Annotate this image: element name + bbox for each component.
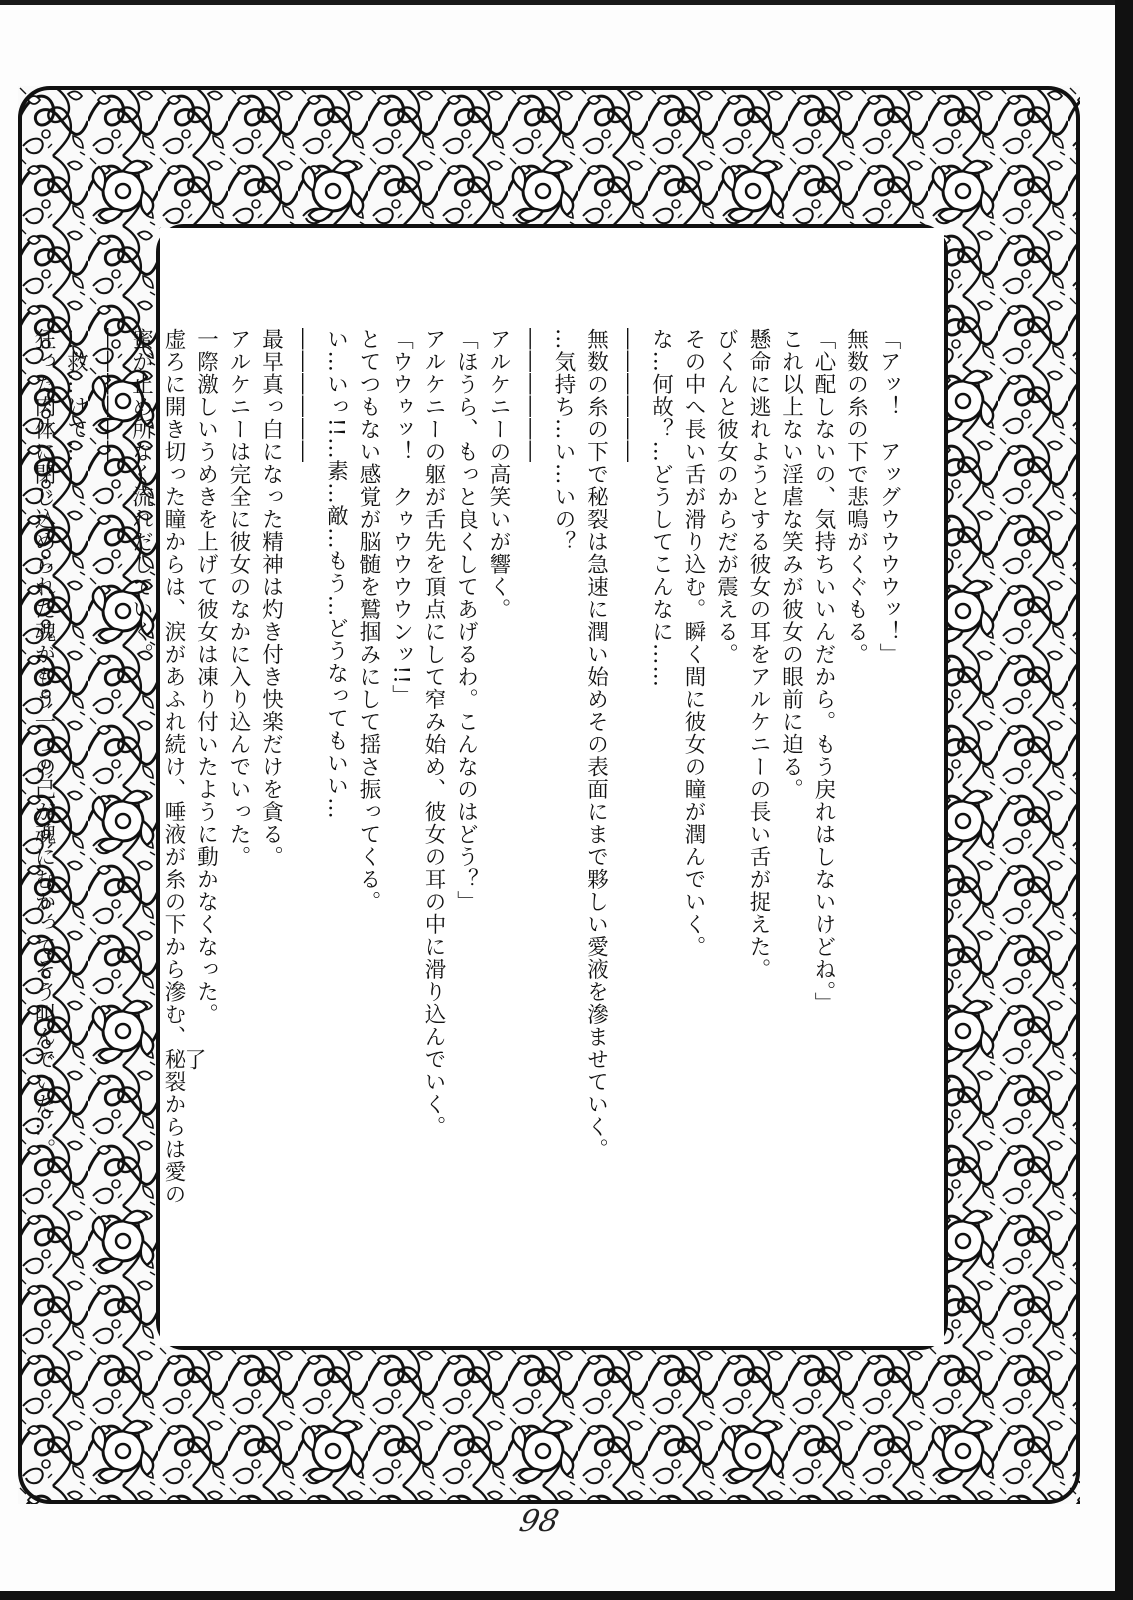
story-line: 虚ろに開き切った瞳からは、涙があふれ続け、唾液が糸の下から滲む、秘裂からは愛の xyxy=(161,328,186,1206)
story-line: アルケニーの躯が舌先を頂点にして窄み始め、彼女の耳の中に滑り込んでいく。 xyxy=(421,328,446,1138)
story-line: アルケニーは完全に彼女のなかに入り込んでいった。 xyxy=(226,328,251,868)
dash-line: ―――――― xyxy=(616,328,641,463)
story-line: とてつもない感覚が脳髄を鷲掴みにして揺さ振ってくる。 xyxy=(356,328,381,913)
page-number: 98 xyxy=(516,1504,562,1539)
story-line: 最早真っ白になった精神は灼き付き快楽だけを貪る。 xyxy=(258,328,284,868)
story-line: …気持ち…い…いの？ xyxy=(551,328,576,553)
story-line: 「心配しないの、気持ちいいんだから。もう戻れはしないけどね。」 xyxy=(811,328,836,1015)
story-line: 蜜が止め所なく流れだしていく。 xyxy=(128,328,154,666)
dash-line: ―――――― xyxy=(291,328,316,463)
dash-line: ―――――― xyxy=(96,328,121,463)
story-line: アルケニーの高笑いが響く。 xyxy=(486,328,511,621)
story-line: 「ウウゥッ！ クゥウウウウンッ!!」 xyxy=(388,328,414,708)
scan-edge-bottom xyxy=(0,1591,1133,1600)
scan-edge-top xyxy=(0,0,1133,5)
scan-edge-right xyxy=(1115,0,1133,1600)
story-line: その中へ長い舌が滑り込む。瞬く間に彼女の瞳が潤んでいく。 xyxy=(681,328,706,958)
story-line: 懸命に逃れようとする彼女の耳をアルケニーの長い舌が捉えた。 xyxy=(746,328,771,981)
story-line: 狂った肉体に閉じ込められた魂がもう一つの己が魂にむかってそう叫んでいた…。 xyxy=(31,328,56,1161)
story-line: …救…けて… xyxy=(63,328,89,463)
story-line: 「アッ！ アッグウウウウッ！」 xyxy=(876,328,901,666)
story-line: な…何故？…どうしてこんなに…… xyxy=(648,328,674,688)
story-line: 「ほうら、もっと良くしてあげるわ。こんなのはどう？」 xyxy=(453,328,479,913)
text-panel xyxy=(31,228,944,1346)
story-line: 一際激しいうめきを上げて彼女は凍り付いたように動かなくなった。 xyxy=(193,328,219,1026)
story-line: これ以上ない淫虐な笑みが彼女の眼前に迫る。 xyxy=(778,328,804,801)
dash-line: ―――――― xyxy=(518,328,544,463)
story-line: い…いっ!!…素…敵…もう…どうなってもいい… xyxy=(323,328,349,820)
story-line: びくんと彼女のからだが震える。 xyxy=(713,328,739,666)
story-line: 無数の糸の下で悲鳴がくぐもる。 xyxy=(843,328,869,666)
story-line: 無数の糸の下で秘裂は急速に潤い始めその表面にまで夥しい愛液を滲ませていく。 xyxy=(583,328,609,1161)
story-text xyxy=(27,328,905,1328)
end-mark: 了 xyxy=(181,1048,206,1070)
